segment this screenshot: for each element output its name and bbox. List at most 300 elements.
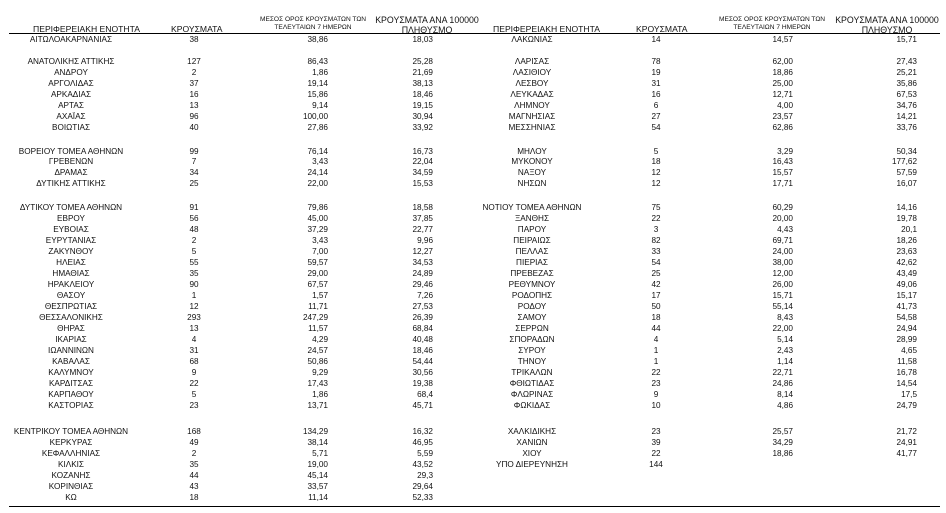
left-header-per100k [372,15,482,35]
right-cell-region: ΧΑΛΚΙΔΙΚΗΣ [507,427,557,436]
right-cell-cases: 42 [651,280,661,289]
left-cell-cases: 1 [191,291,197,300]
left-cell-avg7: 29,00 [307,269,328,278]
left-cell-cases: 2 [191,449,197,458]
right-cell-avg7: 26,00 [772,280,793,289]
left-header-avg7-line2: ΤΕΛΕΥΤΑΙΩΝ 7 ΗΜΕΡΩΝ [274,24,352,31]
left-cell-avg7: 17,43 [307,379,328,388]
right-cell-per100k: 16,78 [896,368,917,377]
left-cell-cases: 91 [189,203,199,212]
right-cell-per100k: 23,63 [896,247,917,256]
right-cell-per100k: 43,49 [896,269,917,278]
left-cell-avg7: 11,57 [308,324,328,333]
left-cell-cases: 293 [187,313,201,322]
right-cell-region: ΣΠΟΡΑΔΩΝ [509,335,555,344]
left-cell-per100k: 25,28 [412,57,433,66]
right-cell-per100k: 41,73 [896,302,917,311]
right-cell-avg7: 25,00 [772,79,793,88]
right-cell-per100k: 50,34 [896,147,917,156]
left-cell-avg7: 79,86 [307,203,328,212]
left-cell-region: ΚΑΒΑΛΑΣ [52,357,90,366]
right-cell-region: ΠΙΕΡΙΑΣ [516,258,548,267]
right-cell-region: ΣΥΡΟΥ [518,346,546,355]
left-cell-cases: 55 [189,258,199,267]
left-cell-avg7: 86,43 [307,57,328,66]
left-cell-cases: 48 [189,225,199,234]
right-cell-region: ΛΑΣΙΘΙΟΥ [512,68,552,77]
left-cell-cases: 99 [189,147,199,156]
left-cell-avg7: 50,86 [307,357,328,366]
left-cell-region: ΚΟΖΑΝΗΣ [51,471,91,480]
left-cell-region: ΒΟΙΩΤΙΑΣ [51,123,91,132]
left-cell-region: ΑΡΚΑΔΙΑΣ [50,90,92,99]
left-cell-per100k: 19,15 [412,101,433,110]
right-cell-avg7: 38,00 [772,258,793,267]
right-cell-avg7: 25,57 [772,427,793,436]
right-cell-avg7: 5,14 [777,335,793,344]
left-cell-region: ΕΥΡΥΤΑΝΙΑΣ [45,236,97,245]
right-cell-region: ΡΟΔΟΥ [517,302,547,311]
left-cell-region: ΘΕΣΣΑΛΟΝΙΚΗΣ [39,313,103,322]
right-cell-per100k: 67,53 [896,90,917,99]
right-cell-per100k: 57,59 [896,168,917,177]
left-cell-region: ΚΕΦΑΛΛΗΝΙΑΣ [41,449,101,458]
left-cell-avg7: 1,57 [312,291,328,300]
left-cell-per100k: 33,92 [412,123,433,132]
right-cell-per100k: 24,91 [896,438,917,447]
left-cell-per100k: 52,33 [412,493,433,502]
left-cell-per100k: 24,89 [412,269,433,278]
left-cell-region: ΑΝΑΤΟΛΙΚΗΣ ΑΤΤΙΚΗΣ [27,57,115,66]
right-cell-region: ΜΑΓΝΗΣΙΑΣ [508,112,556,121]
left-cell-per100k: 19,38 [412,379,433,388]
left-cell-avg7: 33,57 [307,482,328,491]
right-header-avg7-line1: ΜΕΣΟΣ ΟΡΟΣ ΚΡΟΥΣΜΑΤΩΝ ΤΩΝ [718,16,826,23]
right-cell-region: ΤΗΝΟΥ [517,357,547,366]
right-cell-per100k: 15,71 [896,35,917,44]
right-cell-region: ΠΑΡΟΥ [517,225,547,234]
left-header-avg7-line1: ΜΕΣΟΣ ΟΡΟΣ ΚΡΟΥΣΜΑΤΩΝ ΤΩΝ [259,16,367,23]
right-cell-region: ΦΩΚΙΔΑΣ [513,401,551,410]
left-cell-avg7: 9,14 [312,101,328,110]
left-cell-region: ΗΜΑΘΙΑΣ [52,269,90,278]
right-cell-cases: 27 [651,112,661,121]
right-cell-region: ΡΟΔΟΠΗΣ [511,291,553,300]
right-cell-cases: 75 [651,203,661,212]
left-cell-per100k: 38,13 [412,79,433,88]
left-cell-region: ΘΑΣΟΥ [56,291,86,300]
header-top-rule [9,33,940,34]
right-cell-region: ΤΡΙΚΑΛΩΝ [511,368,553,377]
left-cell-cases: 4 [191,335,197,344]
left-cell-per100k: 68,84 [412,324,433,333]
left-cell-region: ΚΩ [65,493,77,502]
left-cell-avg7: 22,00 [307,179,328,188]
right-cell-region: ΥΠΟ ΔΙΕΡΕΥΝΗΣΗ [496,460,568,469]
right-cell-region: ΛΕΣΒΟΥ [515,79,549,88]
left-cell-region: ΚΕΝΤΡΙΚΟΥ ΤΟΜΕΑ ΑΘΗΝΩΝ [13,427,129,436]
left-cell-avg7: 59,57 [307,258,328,267]
left-cell-avg7: 100,00 [302,112,328,121]
right-cell-cases: 14 [651,35,661,44]
left-cell-cases: 127 [187,57,201,66]
left-cell-avg7: 19,14 [307,79,328,88]
left-cell-cases: 96 [189,112,199,121]
right-cell-region: ΜΥΚΟΝΟΥ [511,157,553,166]
left-cell-per100k: 54,44 [412,357,433,366]
right-cell-cases: 12 [651,179,661,188]
right-cell-avg7: 4,43 [777,225,793,234]
left-cell-per100k: 22,04 [412,157,433,166]
left-cell-per100k: 7,26 [417,291,433,300]
left-cell-cases: 38 [189,35,199,44]
left-cell-region: ΕΥΒΟΙΑΣ [53,225,89,234]
right-cell-cases: 44 [651,324,661,333]
right-cell-region: ΝΟΤΙΟΥ ΤΟΜΕΑ ΑΘΗΝΩΝ [482,203,582,212]
left-cell-region: ΔΡΑΜΑΣ [54,168,88,177]
left-cell-avg7: 247,29 [302,313,328,322]
right-header-region: ΠΕΡΙΦΕΡΕΙΑΚΗ ΕΝΟΤΗΤΑ [493,24,600,34]
right-cell-per100k: 25,21 [896,68,917,77]
right-cell-avg7: 62,00 [772,57,793,66]
left-cell-avg7: 37,29 [307,225,328,234]
right-cell-avg7: 3,29 [777,147,793,156]
left-cell-per100k: 18,03 [412,35,433,44]
right-cell-cases: 17 [651,291,661,300]
right-cell-region: ΠΕΛΛΑΣ [515,247,549,256]
table-bottom-rule [9,506,940,507]
left-cell-per100k: 37,85 [412,214,433,223]
left-cell-per100k: 5,59 [417,449,433,458]
left-cell-region: ΑΧΑΪΑΣ [56,112,86,121]
left-cell-region: ΚΑΣΤΟΡΙΑΣ [48,401,94,410]
left-cell-per100k: 30,56 [412,368,433,377]
right-cell-avg7: 55,14 [772,302,793,311]
left-cell-region: ΖΑΚΥΝΘΟΥ [48,247,94,256]
left-cell-avg7: 45,14 [307,471,328,480]
right-cell-cases: 23 [651,379,661,388]
right-cell-region: ΜΕΣΣΗΝΙΑΣ [508,123,556,132]
left-cell-cases: 35 [189,269,199,278]
right-cell-avg7: 60,29 [772,203,793,212]
right-cell-cases: 82 [651,236,661,245]
left-cell-region: ΚΑΡΠΑΘΟΥ [48,390,94,399]
left-cell-cases: 16 [189,90,199,99]
right-header-per100k [832,15,942,35]
right-header-per100k-line1: ΚΡΟΥΣΜΑΤΑ ΑΝΑ 100000 [835,15,939,25]
left-cell-region: ΒΟΡΕΙΟΥ ΤΟΜΕΑ ΑΘΗΝΩΝ [18,147,124,156]
right-cell-avg7: 22,00 [772,324,793,333]
right-cell-cases: 1 [653,346,659,355]
left-header-cases: ΚΡΟΥΣΜΑΤΑ [171,24,223,34]
right-cell-cases: 5 [653,147,659,156]
right-cell-region: ΡΕΘΥΜΝΟΥ [508,280,556,289]
left-cell-avg7: 5,71 [312,449,328,458]
right-cell-per100k: 17,5 [901,390,917,399]
right-cell-avg7: 22,71 [772,368,793,377]
right-cell-cases: 19 [651,68,661,77]
right-cell-avg7: 2,43 [777,346,793,355]
left-cell-avg7: 7,00 [312,247,328,256]
left-cell-per100k: 68,4 [417,390,433,399]
right-cell-avg7: 15,57 [772,168,793,177]
right-cell-avg7: 4,00 [777,101,793,110]
right-cell-cases: 10 [651,401,661,410]
right-cell-per100k: 16,07 [896,179,917,188]
right-cell-cases: 1 [653,357,659,366]
right-cell-region: ΝΗΣΩΝ [517,179,547,188]
left-cell-cases: 37 [189,79,199,88]
left-cell-avg7: 15,86 [307,90,328,99]
right-cell-per100k: 28,99 [896,335,917,344]
right-cell-region: ΛΑΚΩΝΙΑΣ [511,35,553,44]
left-cell-cases: 18 [189,493,199,502]
right-header-cases: ΚΡΟΥΣΜΑΤΑ [636,24,688,34]
left-cell-per100k: 40,48 [412,335,433,344]
right-cell-per100k: 49,06 [896,280,917,289]
right-cell-cases: 4 [653,335,659,344]
left-header-region: ΠΕΡΙΦΕΡΕΙΑΚΗ ΕΝΟΤΗΤΑ [33,24,140,34]
right-cell-region: ΣΑΜΟΥ [517,313,547,322]
right-cell-cases: 25 [651,269,661,278]
left-cell-avg7: 1,86 [312,390,328,399]
right-cell-avg7: 18,86 [772,449,793,458]
left-cell-cases: 56 [189,214,199,223]
right-cell-avg7: 34,29 [772,438,793,447]
left-cell-avg7: 11,14 [308,493,328,502]
right-cell-cases: 22 [651,368,661,377]
left-header-per100k-line2: ΠΛΗΘΥΣΜΟ [401,25,453,35]
left-cell-cases: 68 [189,357,199,366]
right-cell-per100k: 24,94 [896,324,917,333]
right-cell-region: ΝΑΞΟΥ [517,168,547,177]
right-cell-cases: 12 [651,168,661,177]
right-cell-per100k: 19,78 [896,214,917,223]
right-cell-cases: 22 [651,449,661,458]
right-cell-cases: 78 [651,57,661,66]
right-cell-per100k: 54,58 [896,313,917,322]
right-cell-avg7: 62,86 [772,123,793,132]
left-cell-avg7: 24,14 [307,168,328,177]
left-cell-cases: 90 [189,280,199,289]
left-cell-avg7: 45,00 [307,214,328,223]
right-cell-cases: 39 [651,438,661,447]
left-cell-region: ΙΩΑΝΝΙΝΩΝ [48,346,94,355]
left-cell-cases: 40 [189,123,199,132]
left-cell-cases: 13 [189,101,199,110]
left-cell-cases: 23 [189,401,199,410]
right-cell-cases: 18 [651,157,661,166]
right-cell-cases: 33 [651,247,661,256]
left-cell-avg7: 19,00 [307,460,328,469]
left-cell-cases: 2 [191,236,197,245]
right-cell-cases: 16 [651,90,661,99]
left-cell-region: ΚΑΡΔΙΤΣΑΣ [48,379,94,388]
right-cell-avg7: 8,14 [777,390,793,399]
left-cell-region: ΚΑΛΥΜΝΟΥ [48,368,94,377]
right-cell-region: ΛΕΥΚΑΔΑΣ [510,90,554,99]
right-cell-cases: 31 [651,79,661,88]
right-cell-cases: 54 [651,258,661,267]
left-cell-avg7: 134,29 [302,427,328,436]
left-cell-avg7: 38,86 [307,35,328,44]
right-cell-per100k: 21,72 [896,427,917,436]
left-cell-per100k: 26,39 [412,313,433,322]
left-cell-per100k: 21,69 [412,68,433,77]
left-cell-avg7: 3,43 [312,157,328,166]
right-cell-per100k: 18,26 [896,236,917,245]
right-cell-region: ΛΑΡΙΣΑΣ [514,57,550,66]
left-cell-per100k: 34,59 [412,168,433,177]
right-cell-avg7: 14,57 [772,35,793,44]
left-cell-per100k: 29,64 [412,482,433,491]
left-cell-per100k: 16,73 [412,147,433,156]
left-cell-avg7: 11,71 [308,302,328,311]
left-cell-cases: 49 [189,438,199,447]
left-cell-region: ΚΟΡΙΝΘΙΑΣ [48,482,94,491]
right-cell-per100k: 42,62 [896,258,917,267]
right-cell-avg7: 1,14 [777,357,793,366]
right-cell-per100k: 14,54 [896,379,917,388]
right-cell-avg7: 18,86 [772,68,793,77]
right-cell-cases: 54 [651,123,661,132]
right-cell-cases: 22 [651,214,661,223]
left-cell-cases: 44 [189,471,199,480]
right-cell-region: ΠΕΙΡΑΙΩΣ [513,236,551,245]
right-cell-cases: 3 [653,225,659,234]
right-cell-avg7: 17,71 [772,179,793,188]
right-cell-avg7: 16,43 [772,157,793,166]
left-cell-avg7: 38,14 [307,438,328,447]
right-cell-region: ΛΗΜΝΟΥ [514,101,550,110]
left-cell-cases: 22 [189,379,199,388]
left-cell-avg7: 1,86 [312,68,328,77]
right-header-avg7-line2: ΤΕΛΕΥΤΑΙΩΝ 7 ΗΜΕΡΩΝ [733,24,811,31]
left-cell-per100k: 34,53 [412,258,433,267]
left-cell-cases: 43 [189,482,199,491]
left-cell-cases: 168 [187,427,201,436]
right-cell-cases: 18 [651,313,661,322]
right-header-avg7 [710,16,834,32]
left-cell-region: ΗΡΑΚΛΕΙΟΥ [47,280,95,289]
left-cell-region: ΔΥΤΙΚΗΣ ΑΤΤΙΚΗΣ [36,179,106,188]
left-header-avg7 [251,16,375,32]
left-cell-cases: 25 [189,179,199,188]
left-cell-region: ΕΒΡΟΥ [57,214,85,223]
left-cell-per100k: 18,58 [412,203,433,212]
left-cell-region: ΑΡΤΑΣ [58,101,84,110]
left-cell-avg7: 9,29 [312,368,328,377]
left-cell-per100k: 12,27 [412,247,433,256]
right-cell-per100k: 34,76 [896,101,917,110]
right-cell-per100k: 11,58 [897,357,917,366]
left-cell-cases: 31 [189,346,199,355]
right-cell-avg7: 15,71 [772,291,793,300]
right-cell-per100k: 15,17 [896,291,917,300]
left-cell-avg7: 3,43 [312,236,328,245]
left-cell-per100k: 16,32 [412,427,433,436]
right-cell-region: ΦΘΙΩΤΙΔΑΣ [509,379,555,388]
left-cell-per100k: 9,96 [417,236,433,245]
left-cell-per100k: 15,53 [412,179,433,188]
right-cell-region: ΞΑΝΘΗΣ [514,214,550,223]
left-cell-region: ΔΥΤΙΚΟΥ ΤΟΜΕΑ ΑΘΗΝΩΝ [19,203,123,212]
right-cell-per100k: 177,62 [891,157,917,166]
right-cell-avg7: 23,57 [772,112,793,121]
left-cell-per100k: 29,3 [417,471,433,480]
left-cell-region: ΑΡΓΟΛΙΔΑΣ [48,79,94,88]
left-cell-cases: 5 [191,247,197,256]
right-cell-per100k: 24,79 [896,401,917,410]
right-cell-per100k: 14,16 [896,203,917,212]
left-cell-per100k: 18,46 [412,346,433,355]
left-cell-cases: 35 [189,460,199,469]
left-cell-region: ΚΙΛΚΙΣ [57,460,85,469]
right-cell-avg7: 24,00 [772,247,793,256]
right-cell-avg7: 20,00 [772,214,793,223]
right-cell-avg7: 4,86 [777,401,793,410]
right-cell-region: ΧΑΝΙΩΝ [516,438,548,447]
left-header-per100k-line1: ΚΡΟΥΣΜΑΤΑ ΑΝΑ 100000 [375,15,479,25]
left-cell-cases: 34 [189,168,199,177]
right-cell-cases: 9 [653,390,659,399]
left-cell-avg7: 67,57 [307,280,328,289]
right-cell-region: ΧΙΟΥ [522,449,542,458]
right-cell-region: ΜΗΛΟΥ [517,147,547,156]
left-cell-region: ΑΙΤΩΛΟΑΚΑΡΝΑΝΙΑΣ [29,35,113,44]
right-cell-per100k: 4,65 [901,346,917,355]
left-cell-cases: 7 [191,157,197,166]
right-cell-cases: 6 [653,101,659,110]
left-cell-cases: 5 [191,390,197,399]
left-cell-per100k: 27,53 [412,302,433,311]
right-cell-per100k: 20,1 [901,225,917,234]
left-cell-region: ΙΚΑΡΙΑΣ [55,335,87,344]
right-cell-avg7: 12,71 [772,90,793,99]
right-cell-cases: 144 [649,460,663,469]
left-cell-per100k: 22,77 [412,225,433,234]
left-cell-avg7: 13,71 [307,401,328,410]
left-cell-avg7: 76,14 [307,147,328,156]
right-cell-cases: 23 [651,427,661,436]
left-cell-cases: 9 [191,368,197,377]
right-cell-region: ΦΛΩΡΙΝΑΣ [510,390,554,399]
left-cell-region: ΑΝΔΡΟΥ [54,68,88,77]
left-cell-cases: 13 [189,324,199,333]
right-cell-per100k: 14,21 [896,112,917,121]
left-cell-region: ΓΡΕΒΕΝΩΝ [48,157,94,166]
right-cell-avg7: 8,43 [777,313,793,322]
right-cell-region: ΣΕΡΡΩΝ [515,324,549,333]
left-cell-region: ΘΗΡΑΣ [57,324,85,333]
left-cell-per100k: 46,95 [412,438,433,447]
left-cell-per100k: 18,46 [412,90,433,99]
left-cell-cases: 2 [191,68,197,77]
left-cell-cases: 12 [189,302,199,311]
right-cell-per100k: 35,86 [896,79,917,88]
right-cell-per100k: 41,77 [896,449,917,458]
left-cell-region: ΗΛΕΙΑΣ [56,258,86,267]
left-cell-per100k: 29,46 [412,280,433,289]
left-cell-avg7: 4,29 [312,335,328,344]
right-cell-avg7: 12,00 [772,269,793,278]
left-cell-per100k: 45,71 [412,401,433,410]
left-cell-region: ΘΕΣΠΡΩΤΙΑΣ [44,302,98,311]
right-cell-cases: 50 [651,302,661,311]
left-cell-avg7: 27,86 [307,123,328,132]
left-cell-region: ΚΕΡΚΥΡΑΣ [49,438,93,447]
left-cell-per100k: 30,94 [412,112,433,121]
